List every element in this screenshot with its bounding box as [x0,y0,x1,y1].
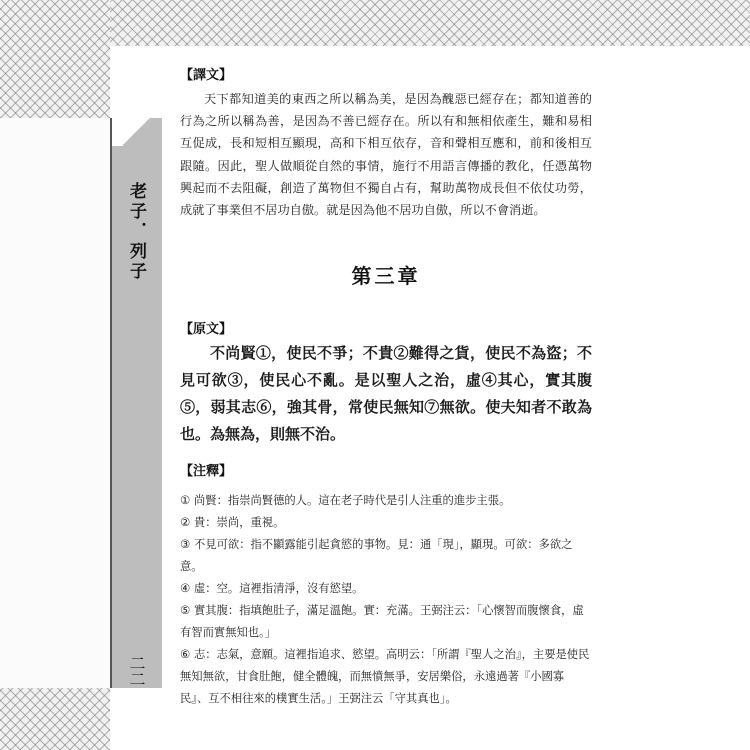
note-text: 貴：崇尚，重視。 [194,516,285,529]
note-item [180,600,592,644]
notes-heading: 【注釋】 [180,464,233,479]
note-number: ⑤ [180,604,191,617]
decorative-left-border-bottom [0,688,110,750]
note-text: 志：志氣，意願。這裡指追求、慾望。高明云：「所謂『聖人之治』，主要是使民無知無欲，甘食肚飽，健全體魄，而無憤無爭，安居樂俗，永遠過著『小國寡民』、互不相往來的樸實生活。」王弼注云「守其真也」。 [180,648,590,705]
note-number: ③ [180,538,191,551]
page-margin-strip [0,118,110,688]
page-content [180,64,592,744]
translation-text: 天下都知道美的東西之所以稱為美，是因為醜惡已經存在；都知道善的行為之所以稱為善，是因為不善已經存在。所以有和無相依產生，難和易相互促成，長和短相互顯現，高和下相互依存，音和聲相互應和，前和後相互跟隨。因此，聖人做順從自然的事情，施行不用語言傳播的教化，任憑萬物興起而不去阻礙，創造了萬物但不獨自占有，幫助萬物成長但不依仗功勞，成就了事業但不居功自傲。就是因為他不居功自傲，所以不會消逝。 [180,92,592,218]
decorative-top-border [0,0,750,46]
chapter-title: 第三章 [351,264,421,288]
original-heading: 【原文】 [180,322,233,337]
note-text: 實其腹：指填飽肚子，滿足溫飽。實：充滿。王弼注云：「心懷智而腹懷食，虛有智而實無知也。」 [180,604,584,639]
note-text: 虛：空。這裡指清淨，沒有慾望。 [194,582,364,595]
note-number: ④ [180,582,191,595]
note-item [180,534,592,578]
notes-list [180,490,592,710]
note-item [180,512,592,534]
page-number: 二二 [127,655,146,687]
note-number: ② [180,516,191,529]
note-item [180,644,592,710]
note-number: ① [180,494,191,507]
note-item [180,490,592,512]
decorative-left-border-top [0,0,110,118]
translation-heading: 【譯文】 [180,68,233,83]
original-text: 不尚賢①，使民不爭；不貴②難得之貨，使民不為盜；不見可欲③，使民心不亂。是以聖人之治，虛④其心，實其腹⑤，弱其志⑥，強其骨，常使民無知⑦無欲。使夫知者不敢為也。為無為，則無不治。 [180,344,592,443]
note-text: 不見可欲：指不顯露能引起貪慾的事物。見：通「現」，顯現。可欲：多欲之意。 [180,538,573,573]
book-title: 老子．列子 [126,182,146,282]
note-number: ⑥ [180,648,191,661]
note-item [180,578,592,600]
note-text: 尚賢：指崇尚賢德的人。這在老子時代是引人注重的進步主張。 [194,494,511,507]
